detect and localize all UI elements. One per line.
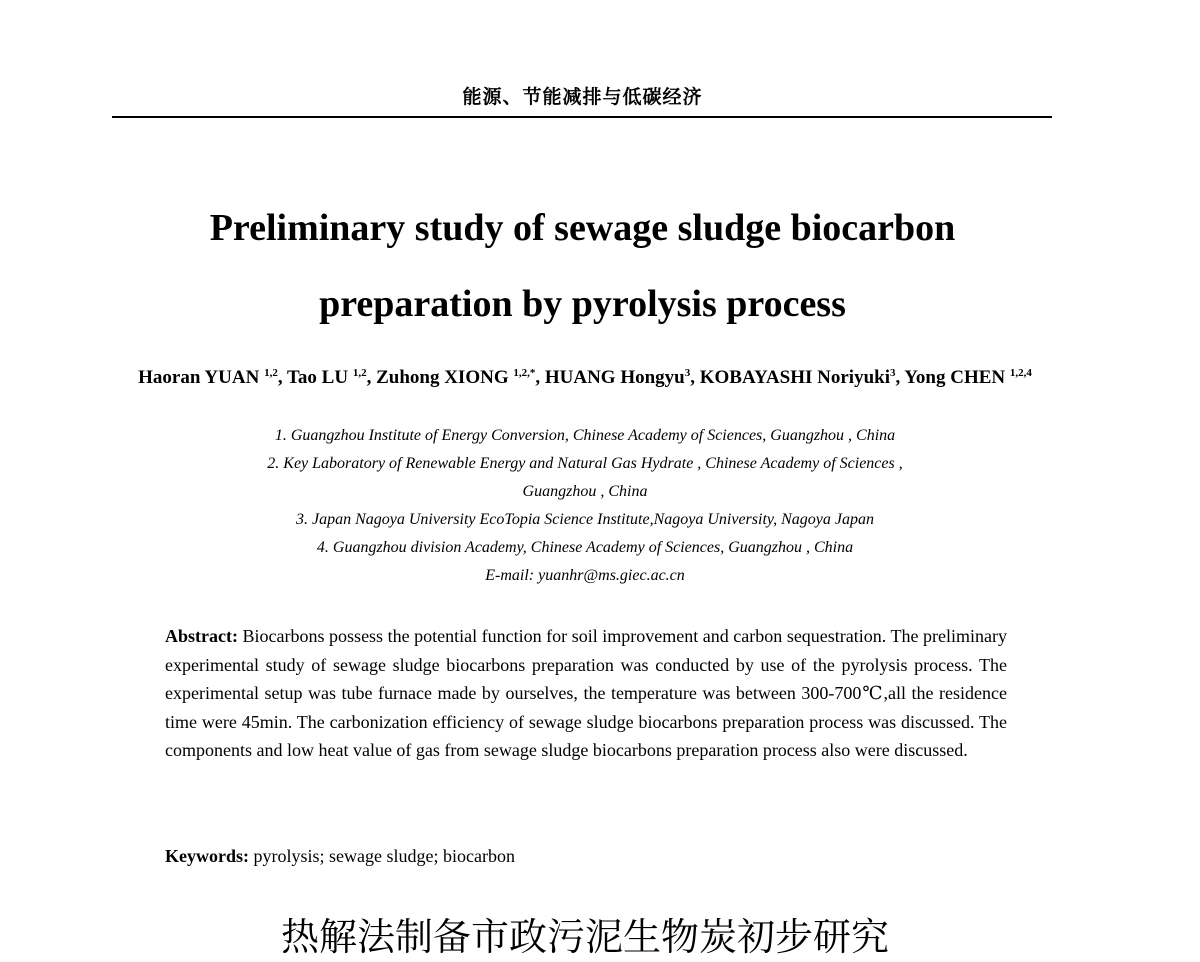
author-separator: , — [690, 367, 700, 388]
chinese-title: 热解法制备市政污泥生物炭初步研究 — [280, 915, 889, 959]
author-separator: , — [277, 367, 287, 388]
author-affil-sup: 1,2 — [264, 367, 278, 379]
author-affil-sup: 1,2 — [352, 367, 367, 379]
author-name: Haoran YUAN — [138, 367, 260, 388]
author-separator: , — [366, 367, 377, 388]
author — [700, 367, 905, 388]
author-affil-sup: 3 — [890, 367, 896, 379]
author-name: Tao LU — [287, 367, 349, 388]
keywords-text: pyrolysis; sewage sludge; biocarbon — [253, 846, 515, 866]
author-name: HUANG Hongyu — [544, 367, 685, 388]
affiliation-list — [0, 422, 1170, 590]
title-line-2: preparation by pyrolysis process — [319, 283, 846, 325]
author-affil-sup: 1,2,* — [513, 367, 536, 379]
keywords-label: Keywords: — [165, 846, 249, 866]
author-name: KOBAYASHI Noriyuki — [699, 367, 890, 388]
author — [138, 367, 287, 388]
abstract-label: Abstract: — [165, 626, 238, 646]
affiliation-4: 4. Guangzhou division Academy, Chinese Academy of Sciences, Guangzhou , China — [316, 539, 854, 556]
author-affil-sup: 3 — [684, 367, 691, 379]
author — [376, 367, 545, 388]
affiliation-3: 3. Japan Nagoya University EcoTopia Science Institute,Nagoya University, Nagoya Japan — [296, 511, 874, 528]
title-line-1: Preliminary study of sewage sludge biocarbon — [209, 207, 956, 249]
author-name: Zuhong XIONG — [376, 367, 509, 388]
author-list — [0, 364, 1170, 392]
abstract-text: Biocarbons possess the potential function for soil improvement and carbon sequestration. The preliminary experimental study of sewage sludge biocarbons preparation was conducted by use of the pyrolysis process. The experimental setup was tube furnace made by ourselves, the temperature was between 300-700℃,all the residence time were 45min. The carbonization efficiency of sewage sludge biocarbons preparation process was discussed. The components and low heat value of gas from sewage sludge biocarbons preparation process also were discussed. — [165, 626, 1007, 760]
header-rule — [112, 116, 1052, 118]
author-name: Yong CHEN — [904, 367, 1006, 388]
author-affil-sup: 1,2,4 — [1009, 367, 1032, 379]
abstract — [165, 622, 1007, 765]
author-separator: , — [895, 367, 905, 388]
affiliation-2: 2. Key Laboratory of Renewable Energy and Natural Gas Hydrate , Chinese Academy of Sciences , Guangzhou , China — [267, 455, 903, 500]
contact-email: E-mail: yuanhr@ms.giec.ac.cn — [485, 567, 685, 584]
affiliation-1: 1. Guangzhou Institute of Energy Conversion, Chinese Academy of Sciences, Guangzhou , China — [274, 427, 896, 444]
paper-title — [0, 190, 1165, 342]
author — [545, 367, 700, 388]
keywords — [165, 842, 1007, 870]
running-header: 能源、节能减排与低碳经济 — [462, 86, 703, 108]
author — [287, 367, 376, 388]
author-separator: , — [535, 367, 545, 388]
author — [904, 367, 1032, 388]
